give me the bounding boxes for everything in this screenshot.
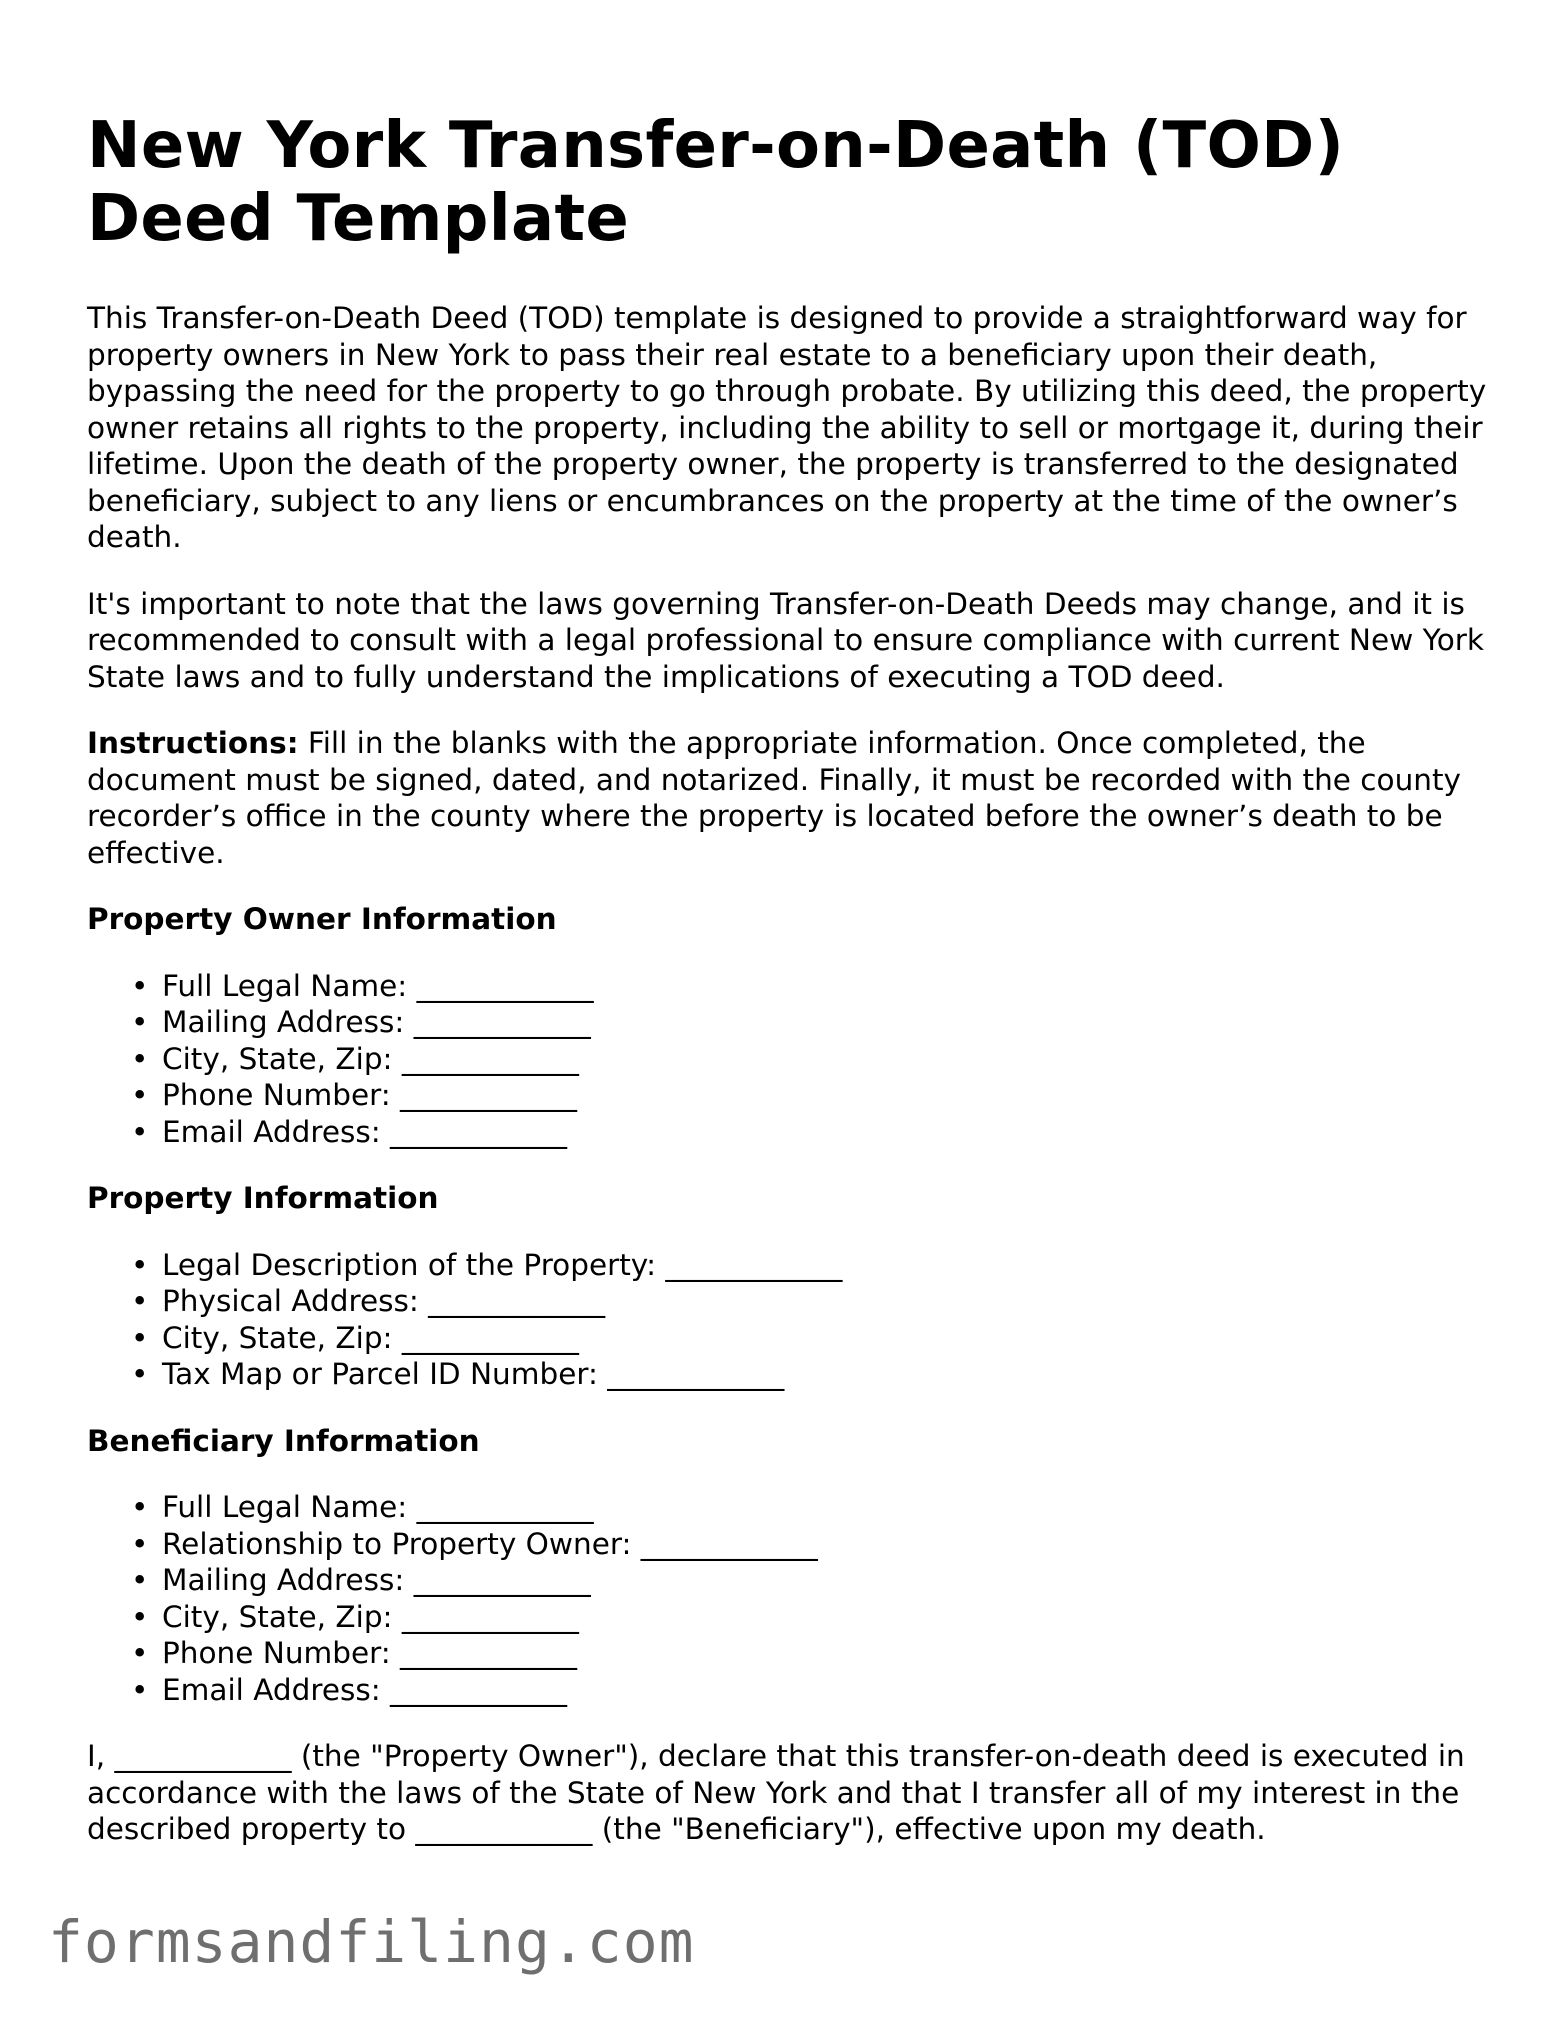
instructions-text: Fill in the blanks with the appropriate information. Once completed, the document must be signed, dated, and notarized. Finally, it must be recorded with the county recorder’s office in the county where the property is located before the owner’s death to be effective. xyxy=(87,726,1461,870)
field-text: Legal Description of the Property: ____________ xyxy=(162,1247,843,1282)
instructions-label: Instructions: xyxy=(87,726,299,760)
beneficiary-field-relationship xyxy=(131,1526,1487,1563)
beneficiary-section-heading: Beneficiary Information xyxy=(87,1423,480,1458)
bullet-glyph: • xyxy=(131,1005,149,1039)
field-text: Email Address: ____________ xyxy=(162,1672,568,1707)
property-field-city-state-zip xyxy=(131,1320,1487,1357)
field-text: Mailing Address: ____________ xyxy=(162,1563,591,1597)
note-paragraph: It's important to note that the laws governing Transfer-on-Death Deeds may change, and it is recommended to consult with a legal professional to ensure compliance with current New York State laws and to fully understand the implications of executing a TOD deed. xyxy=(87,586,1485,694)
beneficiary-field-full-name xyxy=(131,1489,1487,1526)
bullet-glyph: • xyxy=(131,1636,149,1670)
property-field-physical-address xyxy=(131,1283,1487,1320)
field-text: Phone Number: ____________ xyxy=(162,1636,578,1670)
field-text: Phone Number: ____________ xyxy=(162,1078,578,1112)
field-text: Relationship to Property Owner: ____________ xyxy=(162,1526,818,1561)
field-text: Full Legal Name: ____________ xyxy=(162,1490,594,1524)
bullet-glyph: • xyxy=(131,1526,149,1561)
property-fields-list xyxy=(87,1247,1487,1393)
owner-field-city-state-zip xyxy=(131,1041,1487,1078)
owner-field-phone xyxy=(131,1077,1487,1114)
field-text: Physical Address: ____________ xyxy=(162,1284,606,1318)
field-text: City, State, Zip: ____________ xyxy=(162,1041,579,1076)
owner-field-email xyxy=(131,1114,1487,1151)
bullet-glyph: • xyxy=(131,1672,149,1707)
owner-field-mailing-address xyxy=(131,1004,1487,1041)
owner-fields-list xyxy=(87,968,1487,1151)
beneficiary-field-mailing-address xyxy=(131,1562,1487,1599)
field-text: Full Legal Name: ____________ xyxy=(162,968,594,1003)
bullet-glyph: • xyxy=(131,1247,149,1282)
document-page xyxy=(87,110,1487,1878)
bullet-glyph: • xyxy=(131,1284,149,1318)
beneficiary-field-city-state-zip xyxy=(131,1599,1487,1636)
owner-field-full-name xyxy=(131,968,1487,1005)
bullet-glyph: • xyxy=(131,1114,149,1149)
document-title: New York Transfer-on-Death (TOD) Deed Template xyxy=(87,109,1345,256)
bullet-glyph: • xyxy=(131,1320,149,1355)
bullet-glyph: • xyxy=(131,1078,149,1112)
property-field-parcel-id xyxy=(131,1356,1487,1393)
property-section-heading: Property Information xyxy=(87,1181,439,1215)
declaration-paragraph: I, ____________ (the "Property Owner"), declare that this transfer-on-death deed is executed in accordance with the laws of the State of New York and that I transfer all of my interest in the described property to ____________ (the "Beneficiary"), effective upon my death. xyxy=(87,1739,1465,1846)
bullet-glyph: • xyxy=(131,1563,149,1597)
intro-paragraph: This Transfer-on-Death Deed (TOD) template is designed to provide a straightforward way for property owners in New York to pass their real estate to a beneficiary upon their death, bypassing the need for the property to go through probate. By utilizing this deed, the property owner retains all rights to the property, including the ability to sell or mortgage it, during their lifetime. Upon the death of the property owner, the property is transferred to the designated beneficiary, subject to any liens or encumbrances on the property at the time of the owner’s death. xyxy=(87,301,1487,554)
property-field-legal-description xyxy=(131,1247,1487,1284)
owner-section-heading: Property Owner Information xyxy=(87,902,557,936)
beneficiary-field-phone xyxy=(131,1635,1487,1672)
beneficiary-field-email xyxy=(131,1672,1487,1709)
field-text: City, State, Zip: ____________ xyxy=(162,1599,579,1634)
bullet-glyph: • xyxy=(131,1357,149,1391)
bullet-glyph: • xyxy=(131,968,149,1003)
bullet-glyph: • xyxy=(131,1599,149,1634)
instructions-paragraph xyxy=(87,725,1487,871)
bullet-glyph: • xyxy=(131,1490,149,1524)
bullet-glyph: • xyxy=(131,1041,149,1076)
field-text: City, State, Zip: ____________ xyxy=(162,1320,579,1355)
watermark-text: formsandfiling.com xyxy=(48,1908,695,1976)
field-text: Mailing Address: ____________ xyxy=(162,1005,591,1039)
field-text: Email Address: ____________ xyxy=(162,1114,568,1149)
beneficiary-fields-list xyxy=(87,1489,1487,1708)
field-text: Tax Map or Parcel ID Number: ____________ xyxy=(162,1357,785,1391)
